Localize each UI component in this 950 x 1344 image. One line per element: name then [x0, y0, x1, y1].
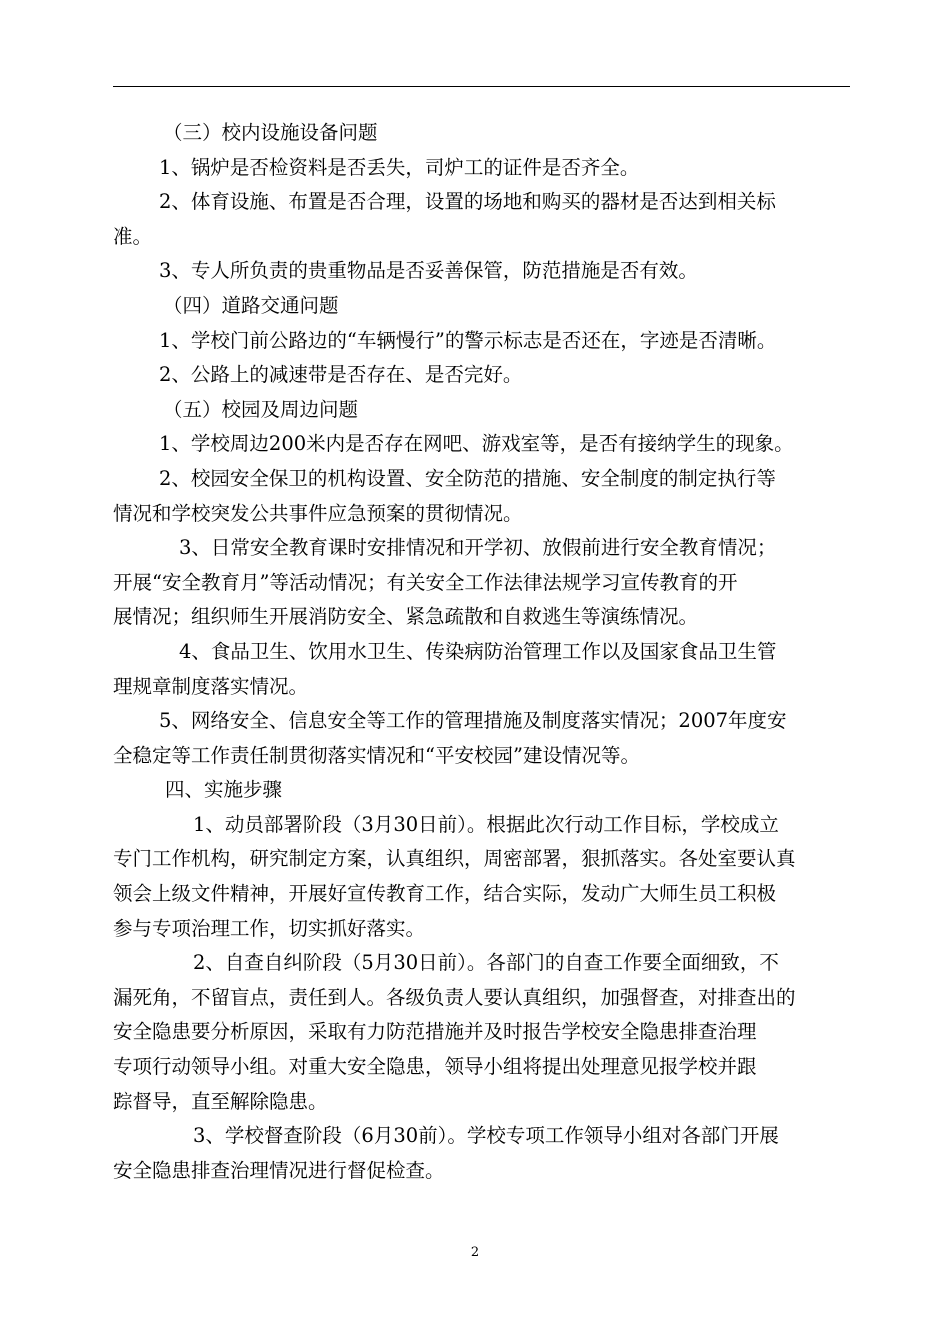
text-line: 专项行动领导小组。对重大安全隐患，领导小组将提出处理意见报学校并跟	[113, 1055, 757, 1079]
text-line: 漏死角，不留盲点，责任到人。各级负责人要认真组织，加强督查，对排查出的	[113, 985, 796, 1009]
text-line: 4、食品卫生、饮用水卫生、传染病防治管理工作以及国家食品卫生管	[179, 639, 777, 663]
document-body	[113, 116, 857, 1188]
text-line: 领会上级文件精神，开展好宣传教育工作，结合实际，发动广大师生员工积极	[113, 882, 777, 906]
text-line: 3、日常安全教育课时安排情况和开学初、放假前进行安全教育情况；	[179, 536, 777, 560]
text-line: 安全隐患要分析原因，采取有力防范措施并及时报告学校安全隐患排查治理	[113, 1020, 757, 1044]
text-line: 3、学校督查阶段（6月30前）。学校专项工作领导小组对各部门开展	[193, 1124, 779, 1148]
text-line: 理规章制度落实情况。	[113, 674, 309, 698]
text-line: 准。	[113, 224, 153, 248]
text-line: 参与专项治理工作，切实抓好落实。	[113, 916, 426, 940]
text-line: 情况和学校突发公共事件应急预案的贯彻情况。	[113, 501, 523, 525]
text-line: 踪督导，直至解除隐患。	[113, 1089, 328, 1113]
text-line: （三）校内设施设备问题	[163, 121, 378, 144]
text-line: 2、校园安全保卫的机构设置、安全防范的措施、安全制度的制定执行等	[159, 466, 776, 490]
text-line: 1、学校门前公路边的“车辆慢行”的警示标志是否还在，字迹是否清晰。	[159, 328, 777, 352]
text-line: 1、动员部署阶段（3月30日前）。根据此次行动工作目标，学校成立	[193, 812, 779, 836]
page-number: 2	[470, 1245, 480, 1260]
text-line: 开展“安全教育月”等活动情况；有关安全工作法律法规学习宣传教育的开	[113, 570, 738, 594]
text-line: 安全隐患排查治理情况进行督促检查。	[113, 1158, 445, 1182]
text-line: 5、网络安全、信息安全等工作的管理措施及制度落实情况；2007年度安	[159, 709, 787, 733]
text-line: （四）道路交通问题	[163, 293, 339, 317]
text-line: 展情况；组织师生开展消防安全、紧急疏散和自救逃生等演练情况。	[113, 605, 699, 629]
text-line: 3、专人所负责的贵重物品是否妥善保管，防范措施是否有效。	[159, 259, 698, 283]
text-line: 2、体育设施、布置是否合理，设置的场地和购买的器材是否达到相关标	[159, 190, 776, 214]
text-line: （五）校园及周边问题	[163, 397, 359, 421]
text-line: 四、实施步骤	[165, 778, 283, 802]
header-rule	[113, 86, 850, 87]
text-line: 2、公路上的减速带是否存在、是否完好。	[159, 363, 523, 387]
text-line: 1、锅炉是否检资料是否丢失，司炉工的证件是否齐全。	[159, 155, 640, 179]
text-line: 全稳定等工作责任制贯彻落实情况和“平安校园”建设情况等。	[113, 743, 640, 767]
text-line: 专门工作机构，研究制定方案，认真组织，周密部署，狠抓落实。各处室要认真	[113, 847, 796, 871]
text-line: 2、自查自纠阶段（5月30日前）。各部门的自查工作要全面细致，不	[193, 951, 779, 975]
text-line: 1、学校周边200米内是否存在网吧、游戏室等，是否有接纳学生的现象。	[159, 432, 794, 456]
